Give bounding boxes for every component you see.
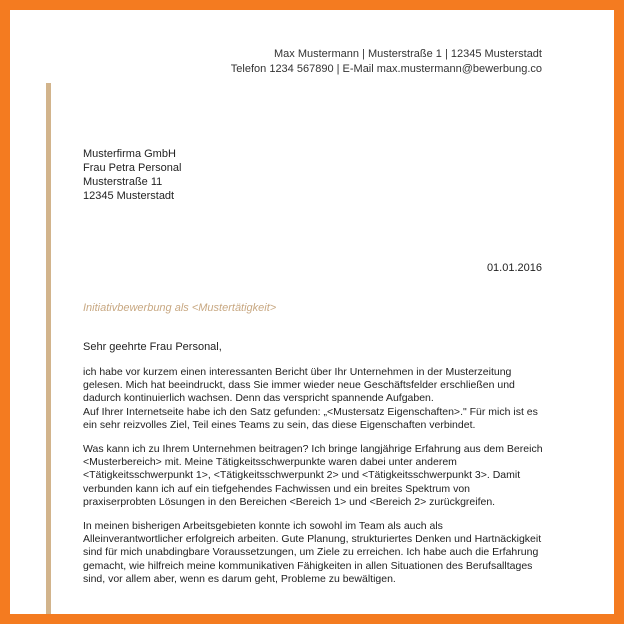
salutation: Sehr geehrte Frau Personal,: [83, 341, 222, 353]
body-paragraph: Auf Ihrer Internetseite habe ich den Satz gefunden: „<Mustersatz Eigenschaften>." Für mich ist es ein sehr reizvolles Ziel, Teil eines Teams zu sein, das diese Eigenschaften verbindet.: [83, 405, 538, 431]
accent-bar: [46, 83, 51, 614]
recipient-street: Musterstraße 11: [83, 176, 163, 188]
body-paragraph: Was kann ich zu Ihrem Unternehmen beitragen? Ich bringe langjährige Erfahrung aus dem Bereich <Musterbereich> mit. Meine Tätigkeitsschwerpunkte waren dabei unter anderem <Tätigkeitsschwerpunkt 1>, <Tätigkeitsschwerpunkt 2> und <Tätigkeitsschwerpunkt 3>. Damit verbunden kann ich auf ein tiefgehendes Fachwissen und ein breites Spektrum von praxiserprobten Lösungen in den Bereichen <Bereich 1> und <Bereich 2> zurückgreifen.: [83, 443, 543, 508]
letter-date: 01.01.2016: [486, 262, 542, 274]
recipient-city: 12345 Musterstadt: [83, 190, 175, 202]
body-paragraph: ich habe vor kurzem einen interessanten Bericht über Ihr Unternehmen in der Musterzeitung gelesen. Mich hat beeindruckt, dass Sie immer wieder neue Geschäftsfelder erschließen und dadurch kontinuierlich wachsen. Denn das verspricht spannende Aufgaben.: [83, 366, 515, 405]
letter-body: [83, 366, 543, 597]
letter-subject: Initiativbewerbung als <Mustertätigkeit>: [83, 302, 277, 314]
letter-page: [10, 10, 614, 614]
body-paragraph: In meinen bisherigen Arbeitsgebieten konnte ich sowohl im Team als auch als Alleinverantwortlicher erfolgreich arbeiten. Gute Planung, strukturiertes Denken und Hartnäckigkeit sind für mich unabdingbare Voraussetzungen, um Ziele zu erreichen. Ich habe auch die Erfahrung gemacht, wie hilfreich meine kommunikativen Fähigkeiten in allen Situationen des Berufsalltages sind, vor allem aber, wenn es darum geht, Probleme zu bewältigen.: [83, 520, 542, 585]
sender-address: Max Mustermann | Musterstraße 1 | 12345 Musterstadt: [274, 48, 542, 60]
sender-contact: Telefon 1234 567890 | E-Mail max.mustermann@bewerbung.co: [230, 63, 542, 75]
sender-block: [231, 47, 542, 77]
recipient-block: [83, 147, 181, 203]
recipient-company: Musterfirma GmbH: [83, 148, 176, 160]
recipient-contact: Frau Petra Personal: [83, 162, 182, 174]
